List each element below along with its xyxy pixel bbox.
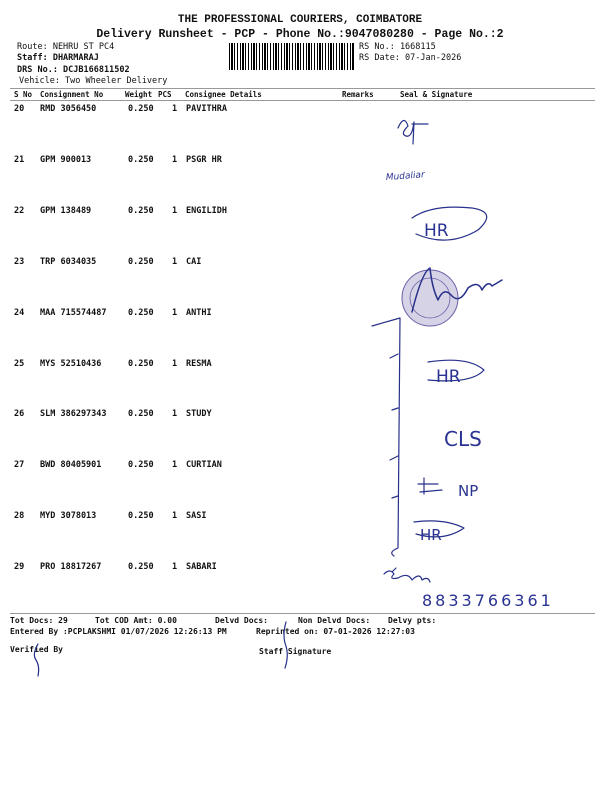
col-header-details: Consignee Details xyxy=(185,90,262,99)
row-consignee: ENGILIDH xyxy=(186,206,227,216)
delivery-points: Delvy pts: xyxy=(388,616,437,625)
row-pcs: 1 xyxy=(172,511,178,521)
route-label: Route: NEHRU ST PC4 xyxy=(17,42,115,52)
reprinted-on: Reprinted on: 07-01-2026 12:27:03 xyxy=(256,627,415,636)
row-consignment: SLM 386297343 xyxy=(40,409,107,419)
company-title: THE PROFESSIONAL COURIERS, COIMBATORE xyxy=(177,14,423,26)
total-docs: Tot Docs: 29 xyxy=(10,616,68,625)
row-weight: 0.250 xyxy=(128,257,154,267)
col-header-weight: Weight xyxy=(125,90,153,99)
handwriting-row-27: NP xyxy=(458,482,479,500)
row-consignment: MAA 715574487 xyxy=(40,308,107,318)
row-consignee: PSGR HR xyxy=(186,155,222,165)
row-sno: 27 xyxy=(14,460,25,470)
handwriting-row-25: HR xyxy=(436,367,461,387)
row-sno: 24 xyxy=(14,308,25,318)
row-weight: 0.250 xyxy=(128,308,154,318)
row-consignment: RMD 3056450 xyxy=(40,104,97,114)
row-sno: 25 xyxy=(14,359,25,369)
row-weight: 0.250 xyxy=(128,409,154,419)
staff-label: Staff: DHARMARAJ xyxy=(17,53,99,63)
drs-label: DRS No.: DCJB166811502 xyxy=(17,65,130,75)
entered-by: Entered By :PCPLAKSHMI 01/07/2026 12:26:13 PM xyxy=(10,627,227,636)
row-weight: 0.250 xyxy=(128,562,154,572)
col-header-remarks: Remarks xyxy=(342,90,374,99)
col-header-sno: S No xyxy=(14,90,33,99)
handwriting-row-28: HR xyxy=(420,526,442,544)
row-sno: 21 xyxy=(14,155,25,165)
row-weight: 0.250 xyxy=(128,104,154,114)
row-consignment: GPM 138489 xyxy=(40,206,92,216)
row-pcs: 1 xyxy=(172,308,178,318)
row-sno: 23 xyxy=(14,257,25,267)
row-pcs: 1 xyxy=(172,104,178,114)
col-header-seal: Seal & Signature xyxy=(400,90,473,99)
col-header-pcs: PCS xyxy=(158,90,172,99)
row-consignment: BWD 80405901 xyxy=(40,460,102,470)
handwriting-phone: 8833766361 xyxy=(422,591,554,610)
non-delivered-docs: Non Delvd Docs: xyxy=(298,616,371,625)
staff-signature-label: Staff Signature xyxy=(259,647,332,656)
row-consignee: SABARI xyxy=(186,562,217,572)
row-consignee: CAI xyxy=(186,257,202,267)
handwriting-row-21: Mudaliar xyxy=(385,170,426,183)
row-pcs: 1 xyxy=(172,409,178,419)
row-pcs: 1 xyxy=(172,206,178,216)
row-consignee: ANTHI xyxy=(186,308,212,318)
row-consignee: STUDY xyxy=(186,409,212,419)
row-sno: 26 xyxy=(14,409,25,419)
verified-mark xyxy=(34,644,38,676)
row-pcs: 1 xyxy=(172,460,178,470)
row-sno: 29 xyxy=(14,562,25,572)
row-consignment: GPM 900013 xyxy=(40,155,92,165)
handwriting-row-22: HR xyxy=(424,221,449,241)
row-weight: 0.250 xyxy=(128,206,154,216)
verified-by-label: Verified By xyxy=(10,645,63,654)
col-header-consignment: Consignment No xyxy=(40,90,104,99)
staff-signature-mark xyxy=(284,622,287,668)
total-cod-amount: Tot COD Amt: 0.00 xyxy=(95,616,177,625)
rs-date: RS Date: 07-Jan-2026 xyxy=(359,53,462,63)
row-consignment: PRO 18817267 xyxy=(40,562,102,572)
row-sno: 22 xyxy=(14,206,25,216)
runsheet-subtitle: Delivery Runsheet - PCP - Phone No.:9047080280 - Page No.:2 xyxy=(96,28,504,41)
delivered-docs: Delvd Docs: xyxy=(215,616,268,625)
row-consignee: PAVITHRA xyxy=(186,104,227,114)
row-weight: 0.250 xyxy=(128,460,154,470)
row-pcs: 1 xyxy=(172,155,178,165)
row-sno: 20 xyxy=(14,104,25,114)
rs-number: RS No.: 1668115 xyxy=(359,42,436,52)
row-pcs: 1 xyxy=(172,562,178,572)
vehicle-label: Vehicle: Two Wheeler Delivery xyxy=(19,76,168,86)
row-consignment: MYS 52510436 xyxy=(40,359,102,369)
row-pcs: 1 xyxy=(172,257,178,267)
row-consignee: RESMA xyxy=(186,359,212,369)
row-sno: 28 xyxy=(14,511,25,521)
row-pcs: 1 xyxy=(172,359,178,369)
row-consignment: TRP 6034035 xyxy=(40,257,97,267)
row-consignee: CURTIAN xyxy=(186,460,222,470)
row-consignee: SASI xyxy=(186,511,207,521)
row-weight: 0.250 xyxy=(128,511,154,521)
row-weight: 0.250 xyxy=(128,155,154,165)
row-consignment: MYD 3078013 xyxy=(40,511,97,521)
handwriting-row-26: CLS xyxy=(444,427,482,451)
row-weight: 0.250 xyxy=(128,359,154,369)
